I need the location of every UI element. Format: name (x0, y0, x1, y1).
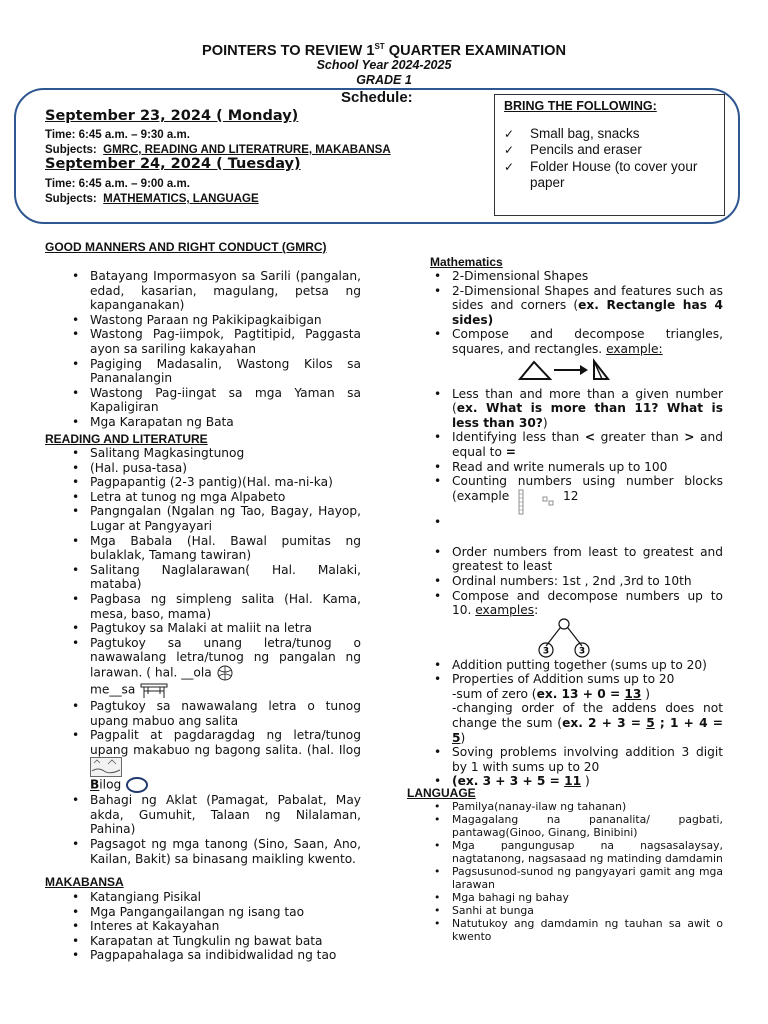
list-item: • (Hal. pusa-tasa) (90, 461, 361, 476)
decomp-right-value: 3 (578, 646, 586, 657)
makabansa-heading: MAKABANSA (45, 875, 124, 889)
decomp-left-value: 3 (542, 646, 550, 657)
circle-icon (125, 777, 149, 793)
list-item: • Pagsagot ng mga tanong (Sino, Saan, Ano, Kailan, Bakit) sa binasang maikling kwento. (90, 837, 361, 866)
list-item: • Pagbasa ng simpleng salita (Hal. Kama, mesa, baso, mama) (90, 592, 361, 621)
list-item: • Mga Babala (Hal. Bawal pumitas ng bulaklak, Tamang tawiran) (90, 534, 361, 563)
list-item: • Natutukoy ang damdamin ng tauhan sa awit o kwento (452, 917, 723, 943)
list-item: • Compose and decompose numbers up to 10. examples: 3 3 (452, 589, 723, 658)
list-item: • Pagtukoy sa nawawalang letra o tunog upang mabuo ang salita (90, 699, 361, 728)
list-item: • Salitang Magkasingtunog (90, 446, 361, 461)
grade-level: GRADE 1 (356, 73, 412, 87)
list-item: • Wastong Pag-iimpok, Pagtitipid, Paggasta ayon sa sariling kakayahan (90, 327, 361, 356)
list-item: • Pagtukoy sa Malaki at maliit na letra (90, 621, 361, 636)
list-item: • Karapatan at Tungkulin ng bawat bata (90, 934, 361, 949)
language-list (452, 800, 723, 943)
list-item: • Pangngalan (Ngalan ng Tao, Bagay, Hayop, Lugar at Pangyayari (90, 504, 361, 533)
list-item: • Katangiang Pisikal (90, 890, 361, 905)
bring-item: ✓ Small bag, snacks (504, 126, 724, 143)
reading-heading: READING AND LITERATURE (45, 432, 208, 446)
list-item: • Magagalang na pananalita/ pagbati, pantawag(Ginoo, Ginang, Binibini) (452, 813, 723, 839)
makabansa-list (90, 890, 361, 963)
schedule-heading: Schedule: (341, 89, 413, 106)
gmrc-list (90, 269, 361, 430)
list-item: • Pagsusunod-sunod ng pangyayari gamit ang mga larawan (452, 865, 723, 891)
list-item: • Salitang Naglalarawan( Hal. Malaki, mataba) (90, 563, 361, 592)
reading-list (90, 446, 361, 866)
river-picture-icon (90, 757, 122, 777)
list-item: • Soving problems involving addition 3 digit by 1 with sums up to 20 (452, 745, 723, 774)
list-item: • Ordinal numbers: 1st , 2nd ,3rd to 10th (452, 574, 723, 589)
math-list (452, 269, 723, 789)
list-item: • Properties of Addition sums up to 20 -sum of zero (ex. 13 + 0 = 13 ) -changing order of the addens does not change the sum (ex. 2 + 3 = 5 ; 1 + 4 = 5) (452, 672, 723, 745)
list-item: • Read and write numerals up to 100 (452, 460, 723, 475)
list-item: • Mga bahagi ng bahay (452, 891, 723, 904)
list-item: • Pagpapahalaga sa indibidwalidad ng tao (90, 948, 361, 963)
gmrc-heading: GOOD MANNERS AND RIGHT CONDUCT (GMRC) (45, 240, 327, 254)
list-item: • Pamilya(nanay-ilaw ng tahanan) (452, 800, 723, 813)
list-item: • Mga Karapatan ng Bata (90, 415, 361, 430)
list-item: • Mga Pangangailangan ng isang tao (90, 905, 361, 920)
schedule-time-2: Time: 6:45 a.m. – 9:00 a.m. (45, 178, 190, 190)
number-blocks-icon (513, 489, 559, 515)
document-title: POINTERS TO REVIEW 1ST QUARTER EXAMINATION (201, 42, 567, 59)
list-item: • Wastong Pag-iingat sa mga Yaman sa Kapaligiran (90, 386, 361, 415)
list-item: • 2-Dimensional Shapes (452, 269, 723, 284)
bring-item: ✓ Pencils and eraser (504, 142, 724, 159)
schedule-date-1: September 23, 2024 ( Monday) (45, 108, 299, 124)
language-heading: LANGUAGE (407, 786, 476, 800)
list-item: • Batayang Impormasyon sa Sarili (pangalan, edad, kasarian, magulang, petsa ng kapanganakan) (90, 269, 361, 313)
list-item: • Pagpalit at pagdaragdag ng letra/tunog upang makabuo ng bagong salita. (hal. Ilog Bilog (90, 728, 361, 793)
number-bond-diagram (536, 618, 606, 658)
math-heading: Mathematics (430, 255, 503, 269)
bring-item: ✓ Folder House (to cover your paper (504, 159, 724, 192)
bring-list-box (494, 94, 725, 216)
schedule-time-1: Time: 6:45 a.m. – 9:30 a.m. (45, 129, 190, 141)
schedule-subjects-1: Subjects: GMRC, READING AND LITERATRURE, MAKABANSA (45, 144, 391, 156)
list-item: • Bahagi ng Aklat (Pamagat, Pabalat, May akda, Gumuhit, Talaan ng Nilalaman, Pahina) (90, 793, 361, 837)
list-item: • Interes at Kakayahan (90, 919, 361, 934)
bring-heading: BRING THE FOLLOWING: (504, 99, 657, 113)
list-item (452, 515, 723, 545)
school-year: School Year 2024-2025 (316, 58, 452, 72)
schedule-date-2: September 24, 2024 ( Tuesday) (45, 156, 301, 172)
list-item: • Pagtukoy sa unang letra/tunog o nawawalang letra/tunog ng pangalan ng larawan. ( hal. __ola me__sa (90, 636, 361, 699)
list-item: • Less than and more than a given number (ex. What is more than 11? What is less than 30?) (452, 387, 723, 431)
table-icon (139, 681, 169, 699)
list-item: • Order numbers from least to greatest and greatest to least (452, 545, 723, 574)
list-item: • 2-Dimensional Shapes and features such as sides and corners (ex. Rectangle has 4 sides) (452, 284, 723, 328)
list-item: • (ex. 3 + 3 + 5 = 11 ) (452, 774, 723, 789)
list-item: • Addition putting together (sums up to 20) (452, 658, 723, 673)
list-item: • Counting numbers using number blocks (example 12 (452, 474, 723, 515)
schedule-subjects-2: Subjects: MATHEMATICS, LANGUAGE (45, 193, 259, 205)
list-item: • Mga pangungusap na nagsasalaysay, nagtatanong, nagsasaad ng matinding damdamin (452, 839, 723, 865)
list-item: • Wastong Paraan ng Pakikipagkaibigan (90, 313, 361, 328)
list-item: • Sanhi at bunga (452, 904, 723, 917)
ball-icon (216, 665, 234, 681)
list-item: • Compose and decompose triangles, squares, and rectangles. example: (452, 327, 723, 386)
list-item: • Letra at tunog ng mga Alpabeto (90, 490, 361, 505)
list-item: • Pagiging Madasalin, Wastong Kilos sa Pananalangin (90, 357, 361, 386)
list-item: • Pagpapantig (2-3 pantig)(Hal. ma-ni-ka) (90, 475, 361, 490)
list-item: • Identifying less than < greater than > and equal to = (452, 430, 723, 459)
triangle-to-shape-icon (518, 357, 618, 383)
